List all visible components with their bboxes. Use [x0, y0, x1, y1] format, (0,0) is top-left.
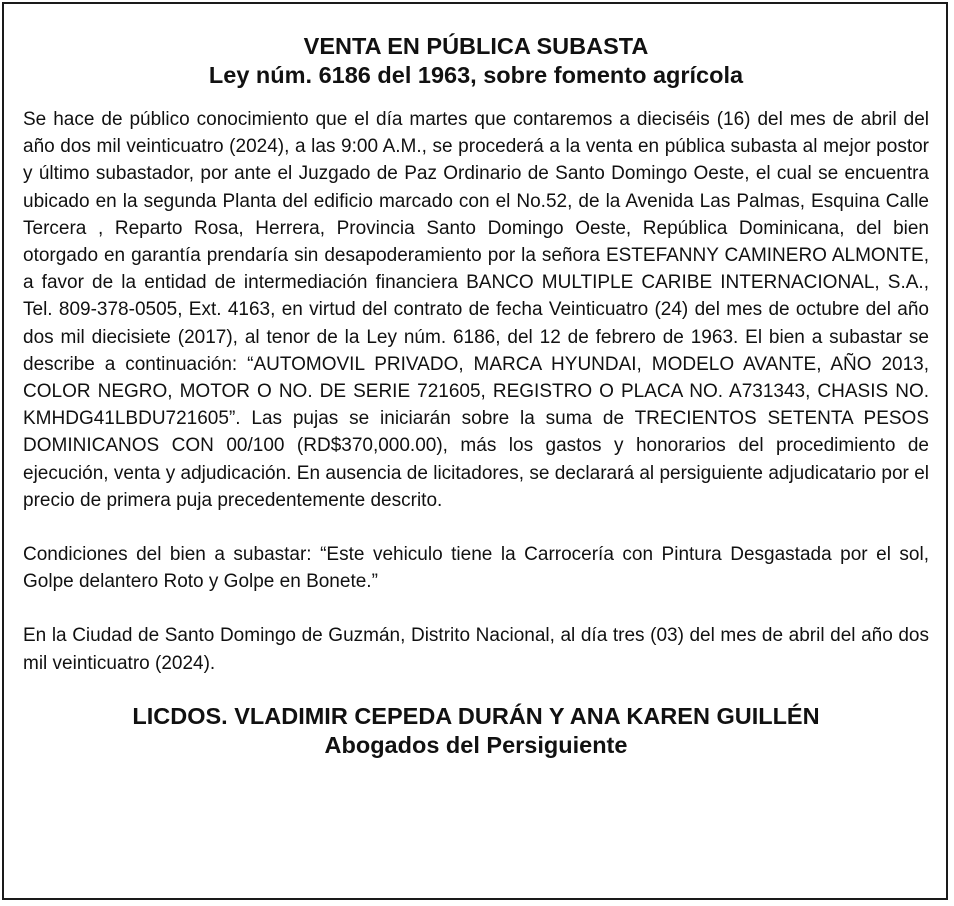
notice-paragraph-auction-details: Se hace de público conocimiento que el día martes que contaremos a dieciséis (16) del mes de abril del año dos mil veinticuatro (2024), a las 9:00 A.M., se procederá a la venta en pública subasta al mejor postor y último subastador, por ante el Juzgado de Paz Ordinario de Santo Domingo Oeste, el cual se encuentra ubicado en la segunda Planta del edificio marcado con el No.52, de la Avenida Las Palmas, Esquina Calle Tercera , Reparto Rosa, Herrera, Provincia Santo Domingo Oeste, República Dominicana, del bien otorgado en garantía prendaría sin desapoderamiento por la señora ESTEFANNY CAMINERO ALMONTE, a favor de la entidad de intermediación financiera BANCO MULTIPLE CARIBE INTERNACIONAL, S.A., Tel. 809-378-0505, Ext. 4163, en virtud del contrato de fecha Veinticuatro (24) del mes de octubre del año dos mil diecisiete (2017), al tenor de la Ley núm. 6186, del 12 de febrero de 1963. El bien a subastar se describe a continuación: “AUTOMOVIL PRIVADO, MARCA HYUNDAI, MODELO AVANTE, AÑO 2013, COLOR NEGRO, MOTOR O NO. DE SERIE 721605, REGISTRO O PLACA NO. A731343, CHASIS NO. KMHDG41LBDU721605”. Las pujas se iniciarán sobre la suma de TRECIENTOS SETENTA PESOS DOMINICANOS CON 00/100 (RD$370,000.00), más los gastos y honorarios del procedimiento de ejecución, venta y adjudicación. En ausencia de licitadores, se declarará al persiguiente adjudicatario por el precio de primera puja precedentemente descrito. — [23, 109, 929, 511]
signature-block — [23, 702, 929, 760]
notice-subtitle: Ley núm. 6186 del 1963, sobre fomento agrícola — [208, 62, 744, 88]
notice-content — [23, 32, 929, 760]
signature-role: Abogados del Persiguiente — [324, 731, 628, 758]
notice-paragraph-place-date: En la Ciudad de Santo Domingo de Guzmán, Distrito Nacional, al día tres (03) del mes de abril del año dos mil veinticuatro (2024). — [23, 625, 929, 674]
signature-names: LICDOS. VLADIMIR CEPEDA DURÁN Y ANA KAREN GUILLÉN — [132, 702, 820, 729]
notice-paragraph-conditions: Condiciones del bien a subastar: “Este vehiculo tiene la Carrocería con Pintura Desgastada por el sol, Golpe delantero Roto y Golpe en Bonete.” — [23, 544, 929, 593]
legal-notice-box — [2, 2, 948, 900]
notice-title: VENTA EN PÚBLICA SUBASTA — [303, 33, 649, 59]
